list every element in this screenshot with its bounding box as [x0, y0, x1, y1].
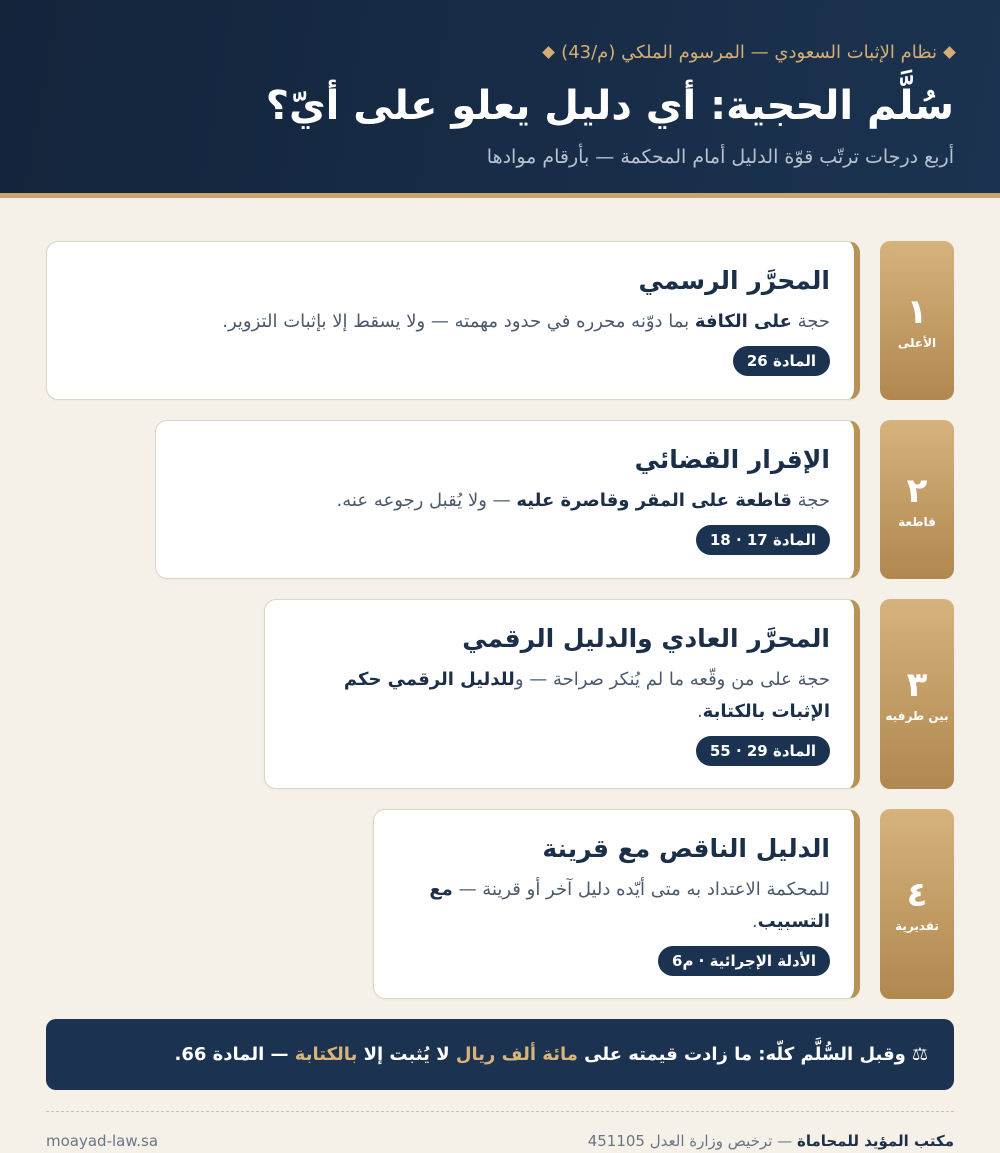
rung-level: قاطعة [898, 514, 936, 529]
kicker [46, 40, 954, 64]
rung-number: ٤ [906, 875, 928, 915]
rung-badge [880, 420, 954, 579]
rung-level: تقديرية [895, 919, 939, 933]
page-subtitle: أربع درجات ترتّب قوّة الدليل أمام المحكمة — بأرقام موادها [486, 146, 954, 168]
footer-site-link[interactable]: moayad-law.sa [46, 1132, 159, 1150]
rung-description: حجة قاطعة على المقر وقاصرة عليه — ولا يُقبل رجوعه عنه. [336, 490, 830, 511]
rung-level: الأعلى [897, 335, 937, 350]
rung-description: للمحكمة الاعتداد به متى أيّده دليل آخر أو قرينة — مع التسبيب. [429, 879, 830, 932]
rung-badge [880, 241, 954, 400]
rung-card [264, 599, 860, 789]
page-header [0, 0, 1000, 198]
kicker-text: نظام الإثبات السعودي — المرسوم الملكي (م/43) [561, 41, 937, 63]
summary-banner [46, 1019, 954, 1090]
rung-badge [880, 599, 954, 789]
footer-divider [46, 1111, 954, 1112]
page-title: سُلَّم الحجية: أي دليل يعلو على أيّ؟ [265, 83, 954, 129]
article-badge: المادة 26 [733, 346, 830, 376]
rung-level: بين طرفيه [885, 709, 949, 723]
summary-text: وقبل السُّلَّم كلّه: ما زادت قيمته على مائة ألف ريال لا يُثبت إلا بالكتابة — المادة 66. [174, 1044, 906, 1065]
rung-title: المحرَّر الرسمي [638, 266, 830, 295]
rung-card [46, 241, 860, 400]
diamond-icon [943, 46, 956, 59]
rung-description: حجة على من وقّعه ما لم يُنكر صراحة — وللدليل الرقمي حكم الإثبات بالكتابة. [343, 669, 830, 722]
rung-card [373, 809, 860, 999]
rung-card [155, 420, 860, 579]
diamond-icon [542, 46, 555, 59]
rung-description: حجة على الكافة بما دوّنه محرره في حدود مهمته — ولا يسقط إلا بإثبات التزوير. [222, 311, 830, 332]
article-badge: المادة 17 · 18 [696, 525, 830, 555]
article-badge: الأدلة الإجرائية · م6 [658, 946, 830, 976]
rung-number: ٢ [906, 470, 928, 511]
rung-title: الدليل الناقص مع قرينة [542, 834, 830, 863]
footer-office: مكتب المؤيد للمحاماة — ترخيص وزارة العدل 451105 [587, 1132, 954, 1150]
footer [46, 1131, 954, 1151]
article-badge: المادة 29 · 55 [696, 736, 830, 766]
rung-badge [880, 809, 954, 999]
rung-number: ٣ [906, 665, 928, 705]
rung-title: المحرَّر العادي والدليل الرقمي [462, 624, 830, 653]
rung-title: الإقرار القضائي [634, 445, 830, 474]
rung-number: ١ [906, 291, 928, 332]
scale-icon: ⚖ [911, 1044, 928, 1065]
